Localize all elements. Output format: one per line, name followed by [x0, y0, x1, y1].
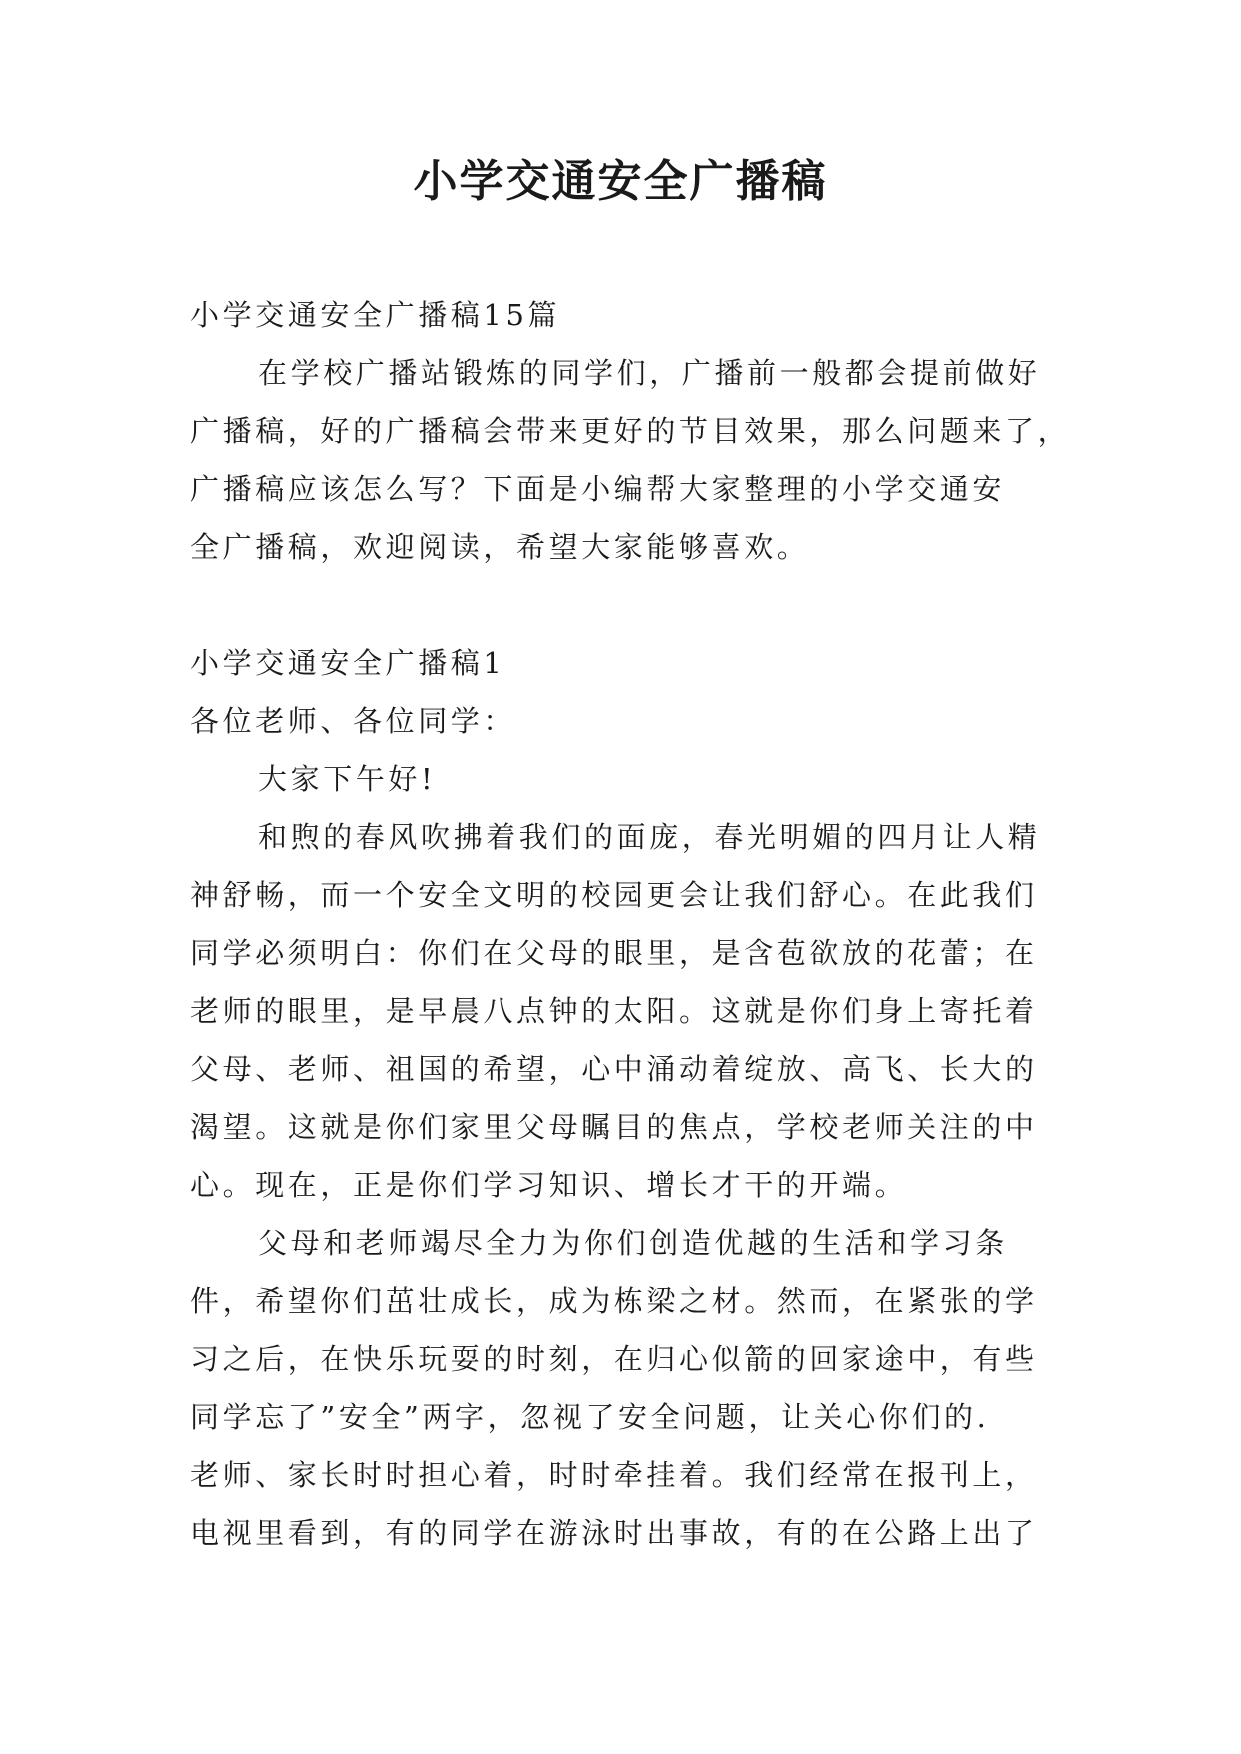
paragraph-line: 件，希望你们茁壮成长，成为栋梁之材。然而，在紧张的学 [190, 1284, 1038, 1318]
paragraph-gap [190, 576, 1070, 634]
intro-paragraph-line: 在学校广播站锻炼的同学们，广播前一般都会提前做好 [258, 356, 1041, 390]
paragraph-line: 心。现在，正是你们学习知识、增长才干的开端。 [190, 1168, 908, 1202]
paragraph-line: 同学必须明白：你们在父母的眼里，是含苞欲放的花蕾；在 [190, 936, 1038, 970]
intro-paragraph-line: 广播稿应该怎么写？下面是小编帮大家整理的小学交通安 [190, 472, 1006, 506]
intro-paragraph-line: 广播稿，好的广播稿会带来更好的节目效果，那么问题来了， [190, 414, 1071, 448]
paragraph-line: 渴望。这就是你们家里父母瞩目的焦点，学校老师关注的中 [190, 1110, 1038, 1144]
greeting-line: 大家下午好! [258, 762, 437, 796]
document-body [190, 286, 1070, 1562]
paragraph-line: 老师、家长时时担心着，时时牵挂着。我们经常在报刊上， [190, 1458, 1038, 1492]
paragraph-line: 同学忘了”安全”两字，忽视了安全问题，让关心你们的. [190, 1400, 990, 1434]
document-title: 小学交通安全广播稿 [413, 156, 828, 207]
paragraph-line: 和煦的春风吹拂着我们的面庞，春光明媚的四月让人精 [258, 820, 1041, 854]
intro-paragraph-line: 全广播稿，欢迎阅读，希望大家能够喜欢。 [190, 530, 810, 564]
paragraph-line: 父母和老师竭尽全力为你们创造优越的生活和学习条 [258, 1226, 1008, 1260]
section-heading: 小学交通安全广播稿1 [190, 646, 506, 680]
paragraph-line: 习之后，在快乐玩耍的时刻，在归心似箭的回家途中，有些 [190, 1342, 1038, 1376]
subtitle-line: 小学交通安全广播稿15篇 [190, 298, 561, 332]
paragraph-line: 神舒畅，而一个安全文明的校园更会让我们舒心。在此我们 [190, 878, 1038, 912]
paragraph-line: 父母、老师、祖国的希望，心中涌动着绽放、高飞、长大的 [190, 1052, 1038, 1086]
paragraph-line: 老师的眼里，是早晨八点钟的太阳。这就是你们身上寄托着 [190, 994, 1038, 1028]
salutation-line: 各位老师、各位同学： [190, 704, 517, 738]
paragraph-line: 电视里看到，有的同学在游泳时出事故，有的在公路上出了 [190, 1516, 1038, 1550]
